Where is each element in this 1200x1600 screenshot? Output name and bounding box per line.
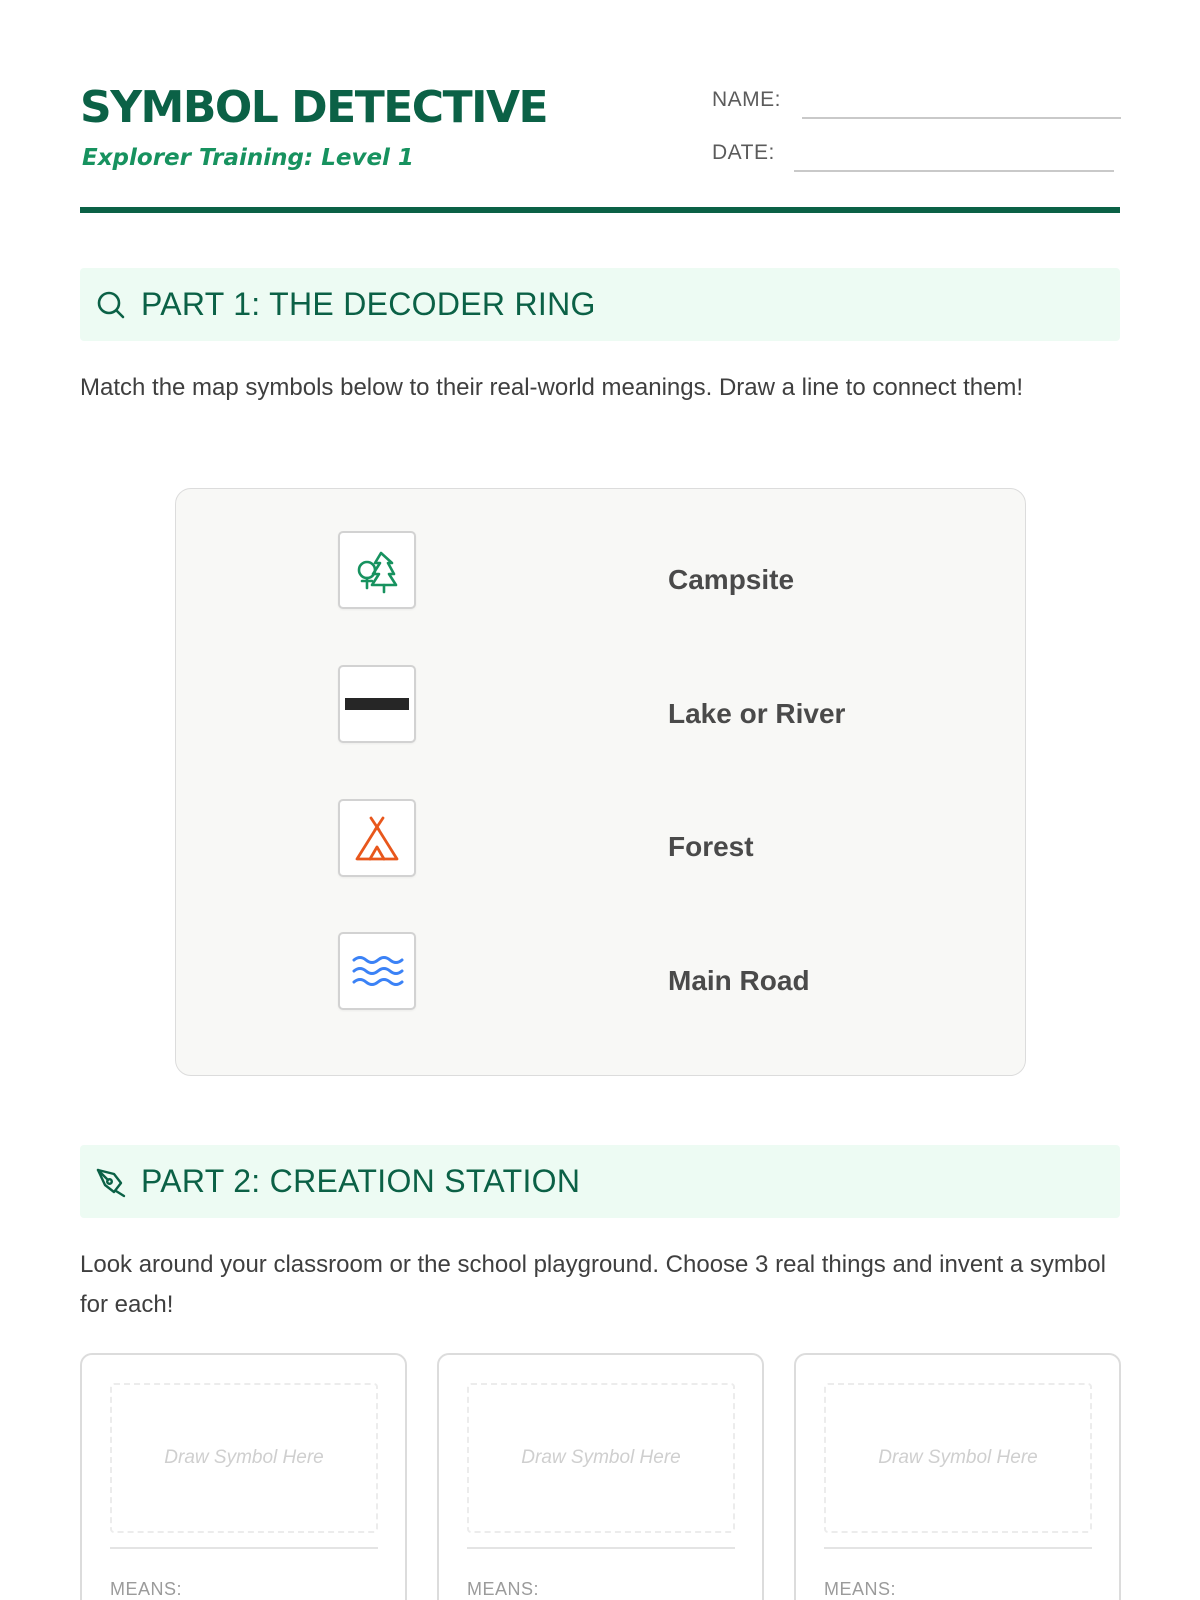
- date-label: DATE:: [712, 141, 775, 164]
- divider: [467, 1547, 735, 1549]
- magnifying-glass-icon: [94, 288, 128, 322]
- meaning-label-forest[interactable]: Forest: [668, 831, 754, 862]
- worksheet-subtitle: Explorer Training: Level 1: [82, 145, 414, 171]
- symbol-box-trees[interactable]: [338, 531, 416, 609]
- worksheet-title: SYMBOL DETECTIVE: [80, 82, 548, 133]
- means-label: MEANS:: [824, 1579, 897, 1599]
- divider: [110, 1547, 378, 1549]
- part2-instructions: Look around your classroom or the school playground. Choose 3 real things and invent a symbol for each!: [80, 1251, 1106, 1318]
- name-label: NAME:: [712, 88, 782, 111]
- pen-tool-icon: [94, 1165, 128, 1199]
- divider: [824, 1547, 1092, 1549]
- part2-title: PART 2: CREATION STATION: [141, 1163, 581, 1199]
- decoder-card: [175, 488, 1026, 1076]
- part2-banner: [80, 1145, 1120, 1218]
- symbol-box-road[interactable]: [338, 665, 416, 743]
- symbol-box-tent[interactable]: [338, 799, 416, 877]
- creation-card-1: [80, 1353, 407, 1600]
- means-label: MEANS:: [110, 1579, 183, 1599]
- header-divider: [80, 207, 1120, 213]
- creation-card-3: [794, 1353, 1121, 1600]
- creation-card-2: [437, 1353, 764, 1600]
- draw-symbol-area[interactable]: Draw Symbol Here: [824, 1383, 1092, 1533]
- water-waves-icon: [340, 934, 414, 1008]
- part1-instructions: Match the map symbols below to their real-world meanings. Draw a line to connect them!: [80, 374, 1024, 401]
- date-field-line[interactable]: [794, 170, 1114, 172]
- road-bar-icon: [340, 667, 414, 741]
- trees-icon: [340, 533, 414, 607]
- part1-title: PART 1: THE DECODER RING: [141, 286, 596, 322]
- symbol-box-water[interactable]: [338, 932, 416, 1010]
- draw-symbol-area[interactable]: Draw Symbol Here: [467, 1383, 735, 1533]
- meaning-label-campsite[interactable]: Campsite: [668, 564, 795, 595]
- part1-banner: [80, 268, 1120, 341]
- name-field-line[interactable]: [802, 117, 1121, 119]
- means-label: MEANS:: [467, 1579, 540, 1599]
- tent-icon: [340, 801, 414, 875]
- meaning-label-main-road[interactable]: Main Road: [668, 965, 810, 996]
- draw-symbol-area[interactable]: Draw Symbol Here: [110, 1383, 378, 1533]
- meaning-label-lake-or-river[interactable]: Lake or River: [668, 698, 846, 729]
